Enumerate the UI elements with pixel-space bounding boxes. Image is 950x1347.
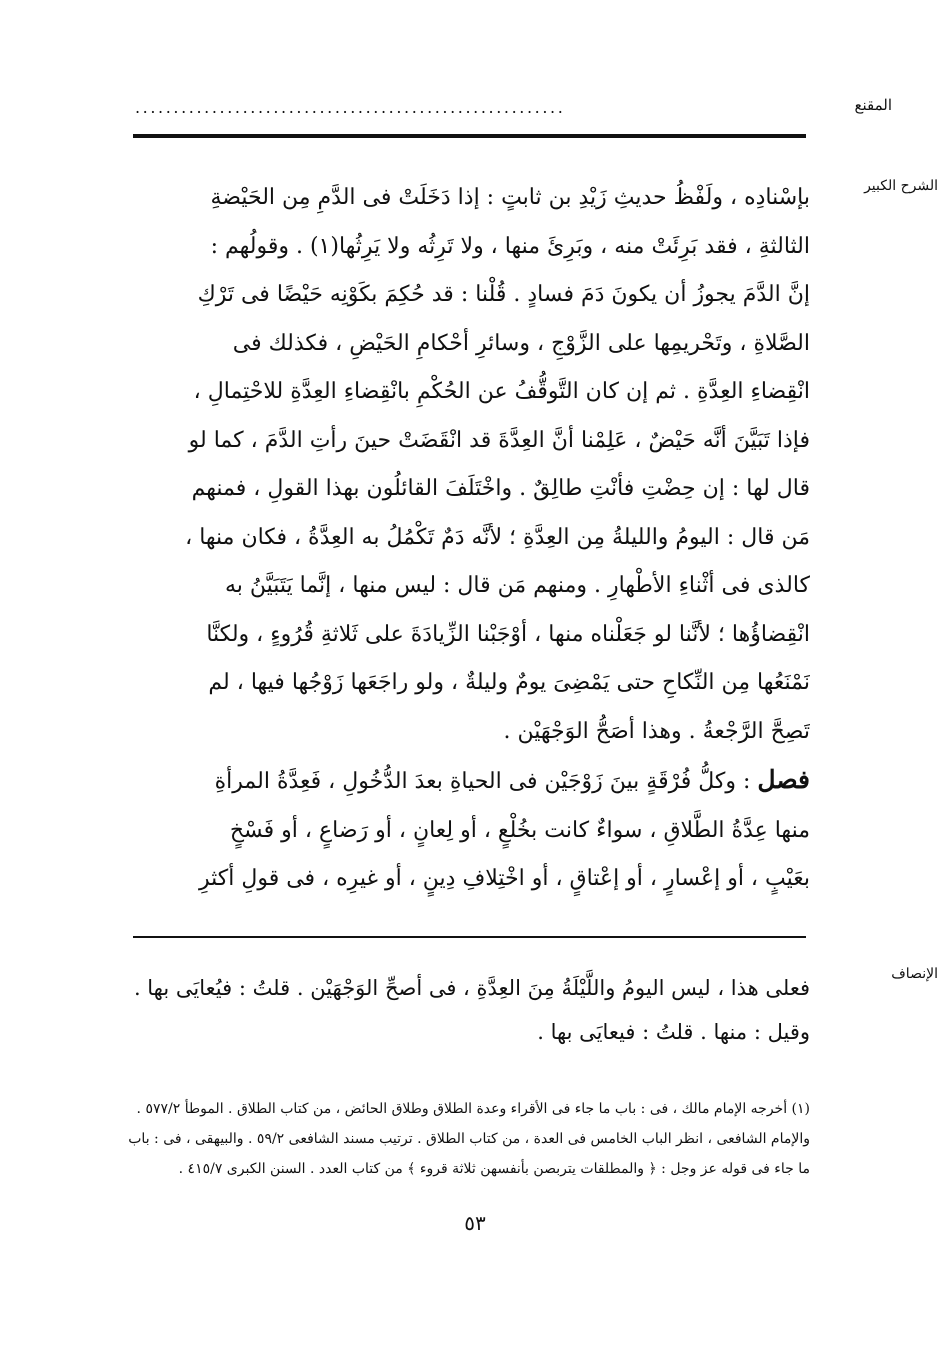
text-line: انْقِضاؤُها ؛ لأنَّنا لو جَعَلْناه منها ، أوْجَبْنا الزِّيادَةَ على ثَلاثةِ قُرُوءٍ ، ولكنَّا — [206, 621, 810, 647]
insaf-line: فعلى هذا ، ليس اليومُ واللَّيْلَةُ مِنَ العِدَّةِ ، فى أصحِّ الوَجْهَيْن . قلتُ : فيُعايَى بها . — [133, 976, 810, 1000]
text-line: بعَيْبٍ ، أو إعْسارٍ ، أو إعْتاقٍ ، أو اخْتِلافِ دِينٍ ، أو غيرِه ، فى قولِ أكثرِ — [199, 866, 810, 891]
side-label-sharh: الشرح الكبير — [864, 178, 938, 194]
text-line: قال لها : إن حِضْتِ فأنْتِ طالِقٌ . واخْتَلَفَ القائلُون بهذا القولِ ، فمنهم — [191, 476, 810, 501]
fasl-line — [128, 756, 810, 807]
text-line: انْقِضاءِ العِدَّةِ . ثم إن كان التَّوقُّفُ عن الحُكْمِ بانْقِضاءِ العِدَّةِ للاحْتِمالِ ، — [193, 379, 810, 404]
insaf-line: وقيل : منها . قلتُ : فيعايَى بها . — [537, 1020, 810, 1044]
section-divider — [133, 936, 806, 938]
text-line: كالذى فى أثْناءِ الأطْهارِ . ومنهم مَن قال : ليس منها ، إنَّما يَتَبَيَّنُ به — [224, 573, 810, 598]
text-line: نَمْنَعُها مِن النِّكاحِ حتى يَمْضِىَ يومٌ وليلةٌ ، ولو راجَعَها زَوْجُها فيها ، لم — [208, 670, 810, 695]
insaf-text — [128, 966, 810, 1054]
fasl-text: : وكلُّ فُرْقَةٍ بينَ زَوْجَيْن فى الحياةِ بعدَ الدُّخُولِ ، فَعِدَّةُ المرأةِ — [214, 769, 751, 794]
text-line: مَن قال : اليومُ والليلةُ مِن العِدَّةِ ؛ لأنَّه دَمٌ تَكْمُلُ به العِدَّةُ ، فكان منها ، — [185, 524, 810, 550]
side-label-insaf: الإنصاف — [891, 966, 938, 982]
text-line: بإسْنادِه ، ولَفْظُ حديثِ زَيْدِ بن ثابتٍ : إذا دَخَلَتْ فى الدَّمِ مِن الحَيْضةِ — [210, 185, 810, 210]
leader-dots: ........................................................ — [135, 98, 566, 117]
running-title: المقنع — [854, 96, 892, 114]
footnote-line: والإمام الشافعى ، انظر الباب الخامس فى العدة ، من كتاب الطلاق . ترتيب مسند الشافعى ٥٩/٢ . والبيهقى ، فى : باب — [128, 1131, 810, 1147]
footnotes — [128, 1094, 810, 1184]
text-line: إنَّ الدَّمَ يجوزُ أن يكونَ دَمَ فسادٍ . قُلْنا : قد حُكِمَ بكَوْنِه حَيْضًا فى تَرْكِ — [197, 282, 810, 307]
main-text — [128, 174, 810, 904]
text-line: الثالثةِ ، فقد بَرِئَتْ منه ، وبَرِئَ منها ، ولا تَرِثُه ولا يَرِثُها(١) . وقولُهم : — [210, 233, 810, 259]
text-line: فإذا تَبَيَّنَ أنَّه حَيْضٌ ، عَلِمْنا أنَّ العِدَّةَ قد انْقَضَتْ حينَ رأتِ الدَّمَ ، كما لو — [188, 427, 810, 453]
footnote-line: ما جاء فى قوله عز وجل : ﴿ والمطلقات يتربصن بأنفسهن ثلاثة قروء ﴾ من كتاب العدد . السنن الكبرى ٤١٥/٧ . — [178, 1161, 810, 1177]
page-number: ٥٣ — [464, 1211, 486, 1235]
fasl-heading: فصل — [757, 765, 810, 794]
footnote-line: (١) أخرجه الإمام مالك ، فى : باب ما جاء فى الأقراء وعدة الطلاق وطلاق الحائض ، من كتاب الطلاق . الموطأ ٥٧٧/٢ . — [136, 1101, 810, 1117]
text-line: منها عِدَّةُ الطَّلاقِ ، سواءٌ كانت بخُلْعٍ ، أو لِعانٍ ، أو رَضاعٍ ، أو فَسْخٍ — [229, 817, 810, 843]
text-line: الصَّلاةِ ، وتَحْريمِها على الزَّوْجِ ، وسائرِ أحْكامِ الحَيْضِ ، فكذلك فى — [232, 330, 810, 356]
text-line: تَصِحَّ الرَّجْعةُ . وهذا أصَحُّ الوَجْهَيْن . — [503, 718, 810, 744]
header-rule — [133, 134, 806, 138]
